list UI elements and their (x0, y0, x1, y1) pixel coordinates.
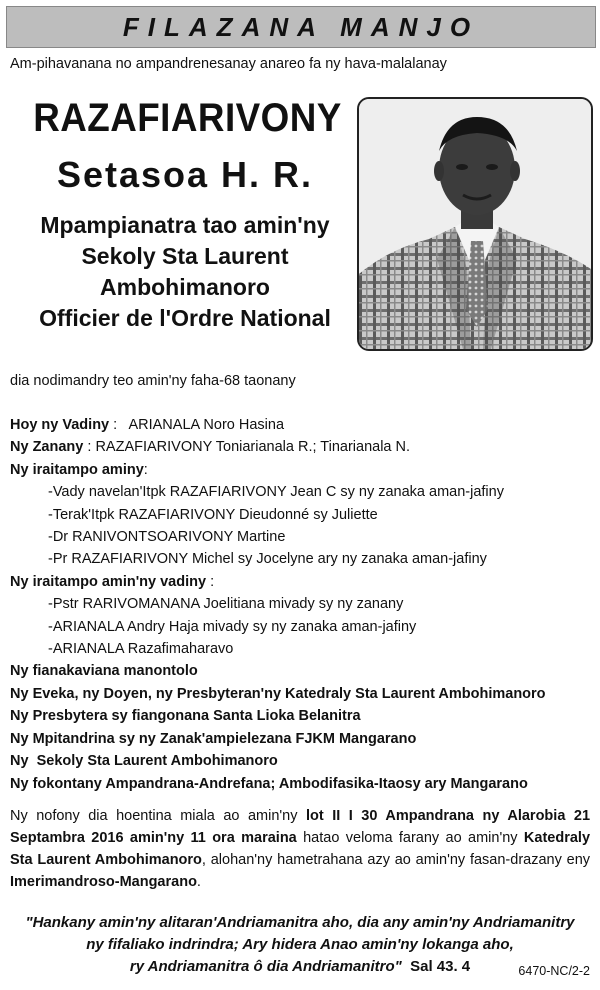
deceased-surname: RAZAFIARIVONY (33, 96, 342, 140)
spouse-separator: : (109, 417, 129, 433)
other-mourner-text: Ny Eveka, ny Doyen, ny Presbyteran'ny Katedraly Sta Laurent Ambohimanoro (10, 685, 546, 702)
siblings-heading (10, 459, 590, 481)
deceased-titles (10, 210, 360, 334)
children-value: RAZAFIARIVONY Toniarianala R.; Tinarianala N. (95, 439, 411, 456)
title-line: Mpampianatra tao amin'ny (40, 212, 330, 238)
quote-reference: Sal 43. 4 (410, 958, 471, 975)
title-line: Officier de l'Ordre National (39, 305, 331, 331)
other-mourner-text: Ny fianakaviana manontolo (10, 663, 198, 680)
funeral-text: Ny nofony dia hoentina miala ao amin'ny (10, 808, 306, 824)
other-mourner (10, 705, 590, 727)
title-line: Sekoly Sta Laurent (81, 243, 289, 269)
portrait-image (359, 99, 591, 349)
spouse-value: ARIANALA Noro Hasina (128, 417, 285, 433)
age-line: dia nodimandry teo amin'ny faha-68 taonany (10, 373, 296, 389)
spouse-sibling-item: -Pstr RARIVOMANANA Joelitiana mivady sy ny zanany (48, 596, 404, 613)
header-title: FILAZANA MANJO (122, 11, 480, 42)
family-list (10, 414, 590, 795)
sibling-item: -Dr RANIVONTSOARIVONY Martine (48, 529, 286, 546)
funeral-text: hatao veloma farany ao amin'ny (296, 830, 524, 846)
scripture-quote (10, 912, 590, 978)
other-mourner (10, 683, 590, 705)
deceased-portrait-photo (357, 97, 593, 351)
spouse-sibling-item: -ARIANALA Andry Haja mivady sy ny zanaka aman-jafiny (48, 618, 417, 635)
other-mourner (10, 750, 590, 772)
other-mourner-text: Ny Mpitandrina sy ny Zanak'ampielezana FJKM Mangarano (10, 730, 417, 747)
sibling-item: -Pr RAZAFIARIVONY Michel sy Jocelyne ary ny zanaka aman-jafiny (48, 551, 487, 568)
quote-line-last (10, 956, 590, 978)
funeral-location-time: lot II I 30 Ampandrana ny Alarobia 21 Septambra 2016 amin'ny 11 ora maraina (10, 808, 591, 846)
sibling-item: -Vady navelan'Itpk RAZAFIARIVONY Jean C sy ny zanaka aman-jafiny (48, 484, 504, 501)
other-mourner (10, 773, 590, 795)
other-mourner (10, 728, 590, 750)
spouse-sibling-item: -ARIANALA Razafimaharavo (48, 641, 234, 658)
other-mourner-text: Ny Sekoly Sta Laurent Ambohimanoro (10, 753, 278, 770)
deceased-given-names: Setasoa H. R. (56, 154, 314, 195)
quote-line: ry Andriamanitra ô dia Andriamanitro" (129, 958, 402, 975)
spouse-line (10, 414, 590, 436)
siblings-label: Ny iraitampo aminy (10, 461, 144, 478)
funeral-text: . (196, 874, 201, 890)
quote-line: "Hankany amin'ny alitaran'Andriamanitra aho, dia any amin'ny Andriamanitry (25, 914, 575, 931)
children-line (10, 436, 590, 458)
ad-reference: 6470-NC/2-2 (518, 964, 590, 978)
sibling-item: -Terak'Itpk RAZAFIARIVONY Dieudonné sy Juliette (48, 506, 378, 523)
header-banner (6, 6, 596, 48)
spouse-siblings-heading (10, 571, 590, 593)
funeral-details (10, 805, 590, 893)
other-mourner (10, 660, 590, 682)
quote-line: ny fifaliako indrindra; Ary hidera Anao amin'ny lokanga aho, (86, 936, 514, 953)
funeral-church: Katedraly Sta Laurent Ambohimanoro (10, 830, 591, 868)
intro-text: Am-pihavanana no ampandrenesanay anareo fa ny hava-malalanay (10, 56, 447, 72)
other-mourner-text: Ny fokontany Ampandrana-Andrefana; Ambodifasika-Itaosy ary Mangarano (10, 775, 528, 792)
spouse-label: Hoy ny Vadiny (10, 417, 110, 433)
children-separator: : (83, 439, 96, 456)
burial-place: Imerimandroso-Mangarano (10, 874, 197, 890)
title-line: Ambohimanoro (100, 274, 270, 300)
other-mourner-text: Ny Presbytera sy fiangonana Santa Lioka Belanitra (10, 708, 361, 725)
spouse-siblings-separator: : (206, 573, 215, 590)
siblings-separator: : (143, 461, 148, 478)
children-label: Ny Zanany (10, 439, 84, 456)
spouse-siblings-label: Ny iraitampo amin'ny vadiny (10, 573, 207, 590)
funeral-text: , alohan'ny hametrahana azy ao amin'ny fasan-drazany eny (201, 852, 591, 868)
